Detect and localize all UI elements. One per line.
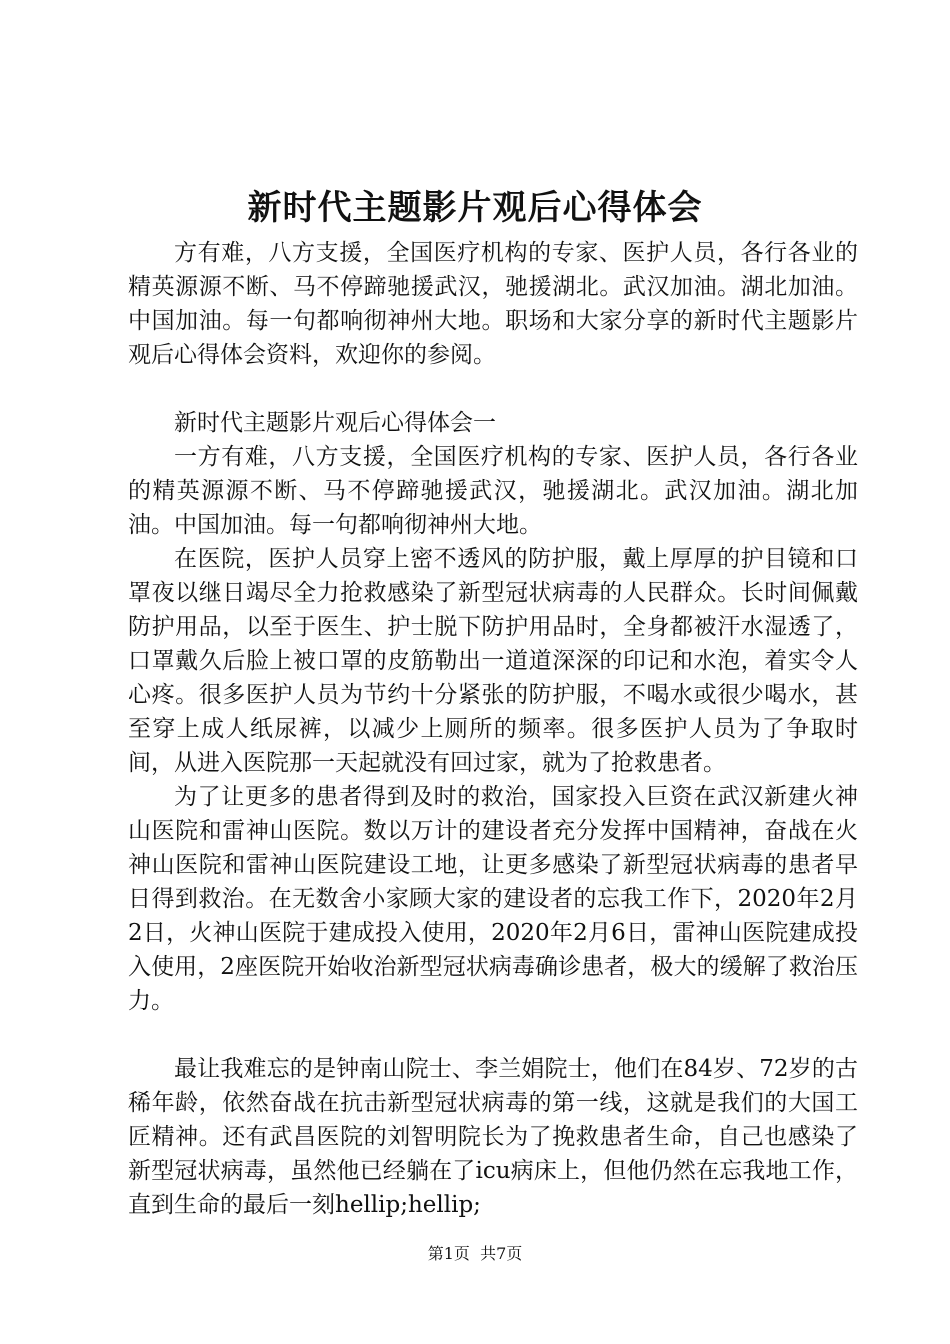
- page-total: 共7页: [480, 1244, 523, 1263]
- document-title: 新时代主题影片观后心得体会: [247, 188, 703, 228]
- document-body: [128, 236, 858, 1222]
- section-heading: 新时代主题影片观后心得体会一: [174, 410, 496, 436]
- paragraph-gap: [128, 1018, 858, 1052]
- body-paragraph-3: 为了让更多的患者得到及时的救治，国家投入巨资在武汉新建火神山医院和雷神山医院。数以万计的建设者充分发挥中国精神，奋战在火神山医院和雷神山医院建设工地，让更多感染了新型冠状病毒的患者早日得到救治。在无数舍小家顾大家的建设者的忘我工作下，2020年2月2日，火神山医院于建成投入使用，2020年2月6日，雷神山医院建成投入使用，2座医院开始收治新型冠状病毒确诊患者，极大的缓解了救治压力。: [128, 784, 858, 1014]
- page-footer: [0, 1242, 950, 1266]
- intro-paragraph: 方有难，八方支援，全国医疗机构的专家、医护人员，各行各业的精英源源不断、马不停蹄驰援武汉，驰援湖北。武汉加油。湖北加油。中国加油。每一句都响彻神州大地。职场和大家分享的新时代主题影片观后心得体会资料，欢迎你的参阅。: [128, 240, 858, 368]
- body-paragraph-1: 一方有难，八方支援，全国医疗机构的专家、医护人员，各行各业的精英源源不断、马不停蹄驰援武汉，驰援湖北。武汉加油。湖北加油。中国加油。每一句都响彻神州大地。: [128, 444, 858, 538]
- body-paragraph-4: 最让我难忘的是钟南山院士、李兰娟院士，他们在84岁、72岁的古稀年龄，依然奋战在抗击新型冠状病毒的第一线，这就是我们的大国工匠精神。还有武昌医院的刘智明院长为了挽救患者生命，自己也感染了新型冠状病毒，虽然他已经躺在了icu病床上，但他仍然在忘我地工作，直到生命的最后一刻hellip;hellip;: [128, 1056, 858, 1218]
- body-paragraph-2: 在医院，医护人员穿上密不透风的防护服，戴上厚厚的护目镜和口罩夜以继日竭尽全力抢救感染了新型冠状病毒的人民群众。长时间佩戴防护用品，以至于医生、护士脱下防护用品时，全身都被汗水湿透了，口罩戴久后脸上被口罩的皮筋勒出一道道深深的印记和水泡，着实令人心疼。很多医护人员为节约十分紧张的防护服，不喝水或很少喝水，甚至穿上成人纸尿裤，以减少上厕所的频率。很多医护人员为了争取时间，从进入医院那一天起就没有回过家，就为了抢救患者。: [128, 546, 858, 776]
- page-number: 第1页: [427, 1244, 470, 1263]
